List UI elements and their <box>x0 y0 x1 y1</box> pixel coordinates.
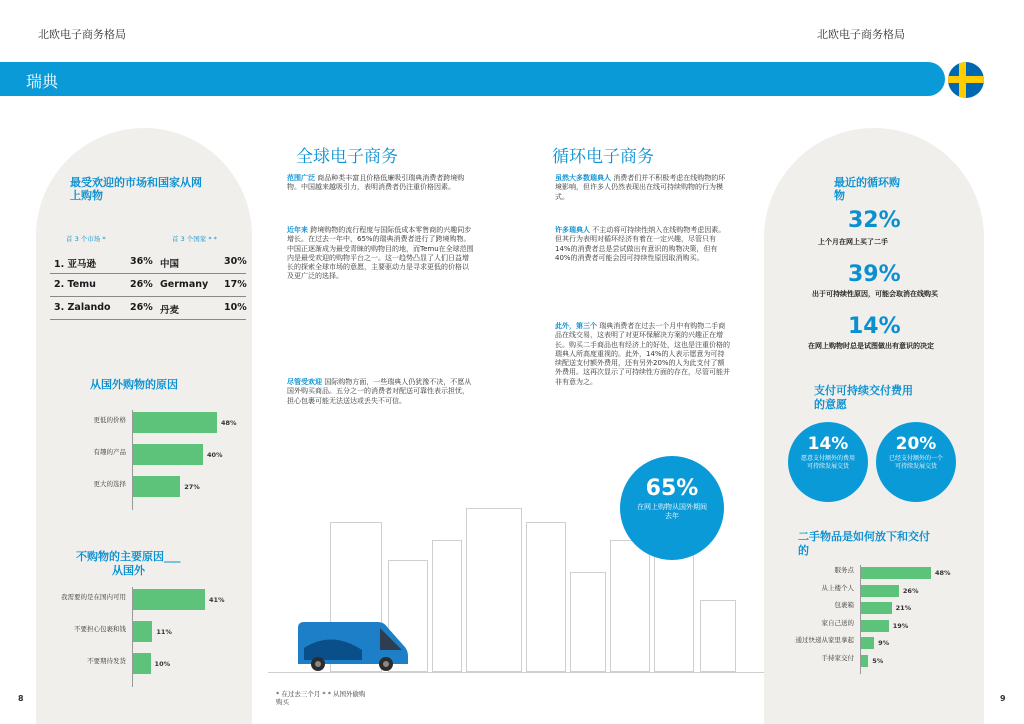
recent-stat-1-text: 上个月在网上买了二手 <box>818 238 888 246</box>
bar-label: 更低的价格 <box>93 415 126 424</box>
bar <box>133 589 205 610</box>
bar <box>133 621 152 642</box>
global-paragraph-3: 尽管受欢迎 国际购物方面，一些瑞典人仍犹豫不决，不愿从国外购买商品。五分之一的消费者对配送可靠性表示担忧，担心包裹可能无法送达或丢失不可信。 <box>287 378 472 405</box>
popular-title: 最受欢迎的市场和国家从网 上购物 <box>70 176 202 202</box>
bar-label: 不要担心包裹和钱 <box>74 624 126 633</box>
bar-value: 5% <box>872 656 884 665</box>
delivery-van-icon <box>292 620 412 672</box>
bar-label: 更大的选择 <box>93 479 126 488</box>
page-number-right: 9 <box>1000 694 1006 703</box>
bar-value: 27% <box>184 482 200 491</box>
recent-stat-3-value: 14% <box>848 314 901 339</box>
secondhand-title: 二手物品是如何放下和交付 的 <box>798 530 930 557</box>
bar-label: 服务点 <box>834 566 854 574</box>
bar-label: 我需要的是在国内可用 <box>61 592 126 601</box>
sweden-flag-icon <box>948 62 984 98</box>
bar-value: 19% <box>892 621 909 630</box>
market-row-2: 2. Temu 26% Germany 17% <box>50 275 246 297</box>
bar-value: 48% <box>935 569 951 577</box>
bar <box>861 637 874 649</box>
global-title: 全球电子商务 <box>296 147 398 167</box>
country-banner <box>0 62 945 96</box>
bar <box>133 653 151 674</box>
header-title-right: 北欧电子商务格局 <box>817 28 905 41</box>
col-market-header: 首 3 个市场 * <box>66 235 106 243</box>
bar <box>133 444 203 465</box>
willing-title: 支付可持续交付费用 的意愿 <box>814 384 913 411</box>
country-title: 瑞典 <box>26 72 59 91</box>
bar-value: 48% <box>221 418 237 427</box>
bar <box>861 620 889 632</box>
page-number-left: 8 <box>18 694 24 703</box>
bar <box>861 585 899 597</box>
recent-title: 最近的循环购 物 <box>834 176 900 202</box>
bar <box>861 567 931 579</box>
bar <box>133 412 217 433</box>
recent-stat-3-text: 在网上购物时总是试图做出有意识的决定 <box>808 342 934 350</box>
recent-stat-2-value: 39% <box>848 262 901 287</box>
bar-value: 26% <box>902 586 919 595</box>
global-paragraph-2: 近年来 跨境购物的流行程度与国际低成本零售商的兴趣同步增长。在过去一年中，65%的瑞典消费者进行了跨境购物。中国正逐渐成为最受青睐的购物目的地，而Temu在全球范围内是最受欢迎的购物平台之一。这一趋势凸显了人们日益增长的探索全球市场的意愿，主要驱动力是寻求更低的价格以及更广泛的选择。 <box>287 226 474 281</box>
market-row-1: 1. 亚马逊 36% 中国 30% <box>50 252 246 274</box>
circular-paragraph-3: 此外，第三个 瑞典消费者在过去一个月中有购物二手商品在线交易，这表明了对更环保解决方案的兴趣正在增长。购买二手商品也有经济上的好处，这也是注重价格的瑞典人所高度重视的。此外，14%的人表示愿意为可持续配送支付额外费用，还有另外20%的人为此支付了额外费用。这再次显示了可持续性方面的存在，尽管可能并非有意为之。 <box>555 322 730 386</box>
bar-label: 家自己送的 <box>821 618 854 627</box>
bar-value: 10% <box>154 659 171 668</box>
col-country-header: 首 3 个国家 * * <box>172 235 217 243</box>
bar-label: 通过快递从家里拿起 <box>795 636 854 644</box>
bar-label: 有趣的产品 <box>93 447 126 456</box>
market-row-3: 3. Zalando 26% 丹麦 10% <box>50 298 246 320</box>
not-shopping-title: 不购物的主要原因___ 从国外 <box>76 550 181 577</box>
bar-label: 包裹箱 <box>834 601 854 609</box>
bar-value: 40% <box>207 450 223 459</box>
bar-value: 41% <box>209 595 225 604</box>
recent-stat-1-value: 32% <box>848 208 901 233</box>
reasons-title: 从国外购物的原因 <box>90 378 178 391</box>
circular-title: 循环电子商务 <box>552 147 654 167</box>
bar-value: 11% <box>156 627 172 636</box>
bar-label: 手持家交付 <box>821 653 854 662</box>
bar-value: 21% <box>895 604 912 612</box>
footnote: * 在过去三个月 * * 从国外偷购购买 <box>276 690 366 706</box>
highlight-circle: 65% 在网上购物从国外期间去年 <box>620 456 724 560</box>
willing-right-circle: 20% 已经支付额外的一个可持续发展交货 <box>876 422 956 502</box>
bar-label: 从上楼个人 <box>821 583 854 592</box>
bar <box>861 655 868 667</box>
bar-label: 不要期待发货 <box>87 656 126 665</box>
circular-paragraph-1: 虽然大多数瑞典人 消费者们并不积极考虑在线购物的环境影响，但许多人仍然表现出在线可持续购物的行为模式。 <box>555 174 726 201</box>
bar <box>133 476 180 497</box>
header-title-left: 北欧电子商务格局 <box>38 28 126 41</box>
recent-stat-2-text: 出于可持续性原因，可能会取消在线购买 <box>812 290 938 298</box>
bar-value: 9% <box>878 639 890 647</box>
circular-paragraph-2: 许多瑞典人 不主动将可持续性纳入在线购物考虑因素。但其行为表明对循环经济有着在一定兴趣，尽管只有14%的消费者总是尝试做出有意识的购物决策，但有40%的消费者可能会因可持续性原因取消购买。 <box>555 226 726 262</box>
global-paragraph-1: 范围广泛 商品种类丰富且价格低廉吸引瑞典消费者跨境购物。中国越来越吸引力，表明消费者仍注重价格因素。 <box>287 174 465 192</box>
willing-left-circle: 14% 愿意支付额外的费用可持续发展交货 <box>788 422 868 502</box>
bar <box>861 602 892 614</box>
